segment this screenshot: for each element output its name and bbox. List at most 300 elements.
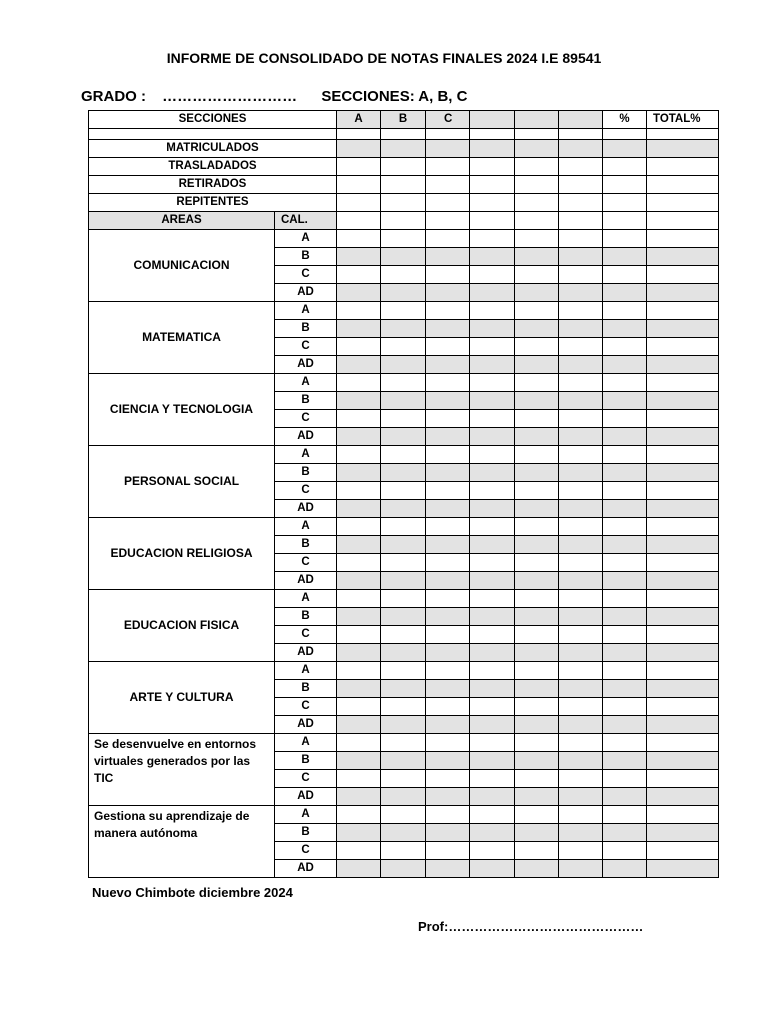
- header-empty: [470, 111, 515, 129]
- value-cell: [515, 680, 559, 698]
- value-cell: [515, 464, 559, 482]
- value-cell: [647, 392, 719, 410]
- grade-label: AD: [275, 572, 337, 590]
- value-cell: [647, 158, 719, 176]
- value-cell: [381, 428, 426, 446]
- value-cell: [337, 176, 381, 194]
- value-cell: [603, 302, 647, 320]
- value-cell: [426, 698, 470, 716]
- value-cell: [515, 482, 559, 500]
- value-cell: [603, 482, 647, 500]
- value-cell: [381, 608, 426, 626]
- value-cell: [426, 572, 470, 590]
- value-cell: [381, 518, 426, 536]
- value-cell: [381, 680, 426, 698]
- value-cell: [559, 428, 603, 446]
- value-cell: [426, 590, 470, 608]
- value-cell: [337, 644, 381, 662]
- value-cell: [603, 734, 647, 752]
- value-cell: [603, 644, 647, 662]
- value-cell: [559, 176, 603, 194]
- grade-label: AD: [275, 356, 337, 374]
- area-grade-row: [89, 590, 719, 608]
- value-cell: [470, 824, 515, 842]
- value-cell: [381, 770, 426, 788]
- header-empty: [515, 111, 559, 129]
- value-cell: [647, 212, 719, 230]
- stats-label: RETIRADOS: [89, 176, 337, 194]
- value-cell: [470, 788, 515, 806]
- value-cell: [647, 320, 719, 338]
- value-cell: [470, 140, 515, 158]
- value-cell: [515, 428, 559, 446]
- value-cell: [515, 716, 559, 734]
- area-grade-row: [89, 518, 719, 536]
- grade-label: C: [275, 842, 337, 860]
- value-cell: [559, 140, 603, 158]
- cal-header: CAL.: [275, 212, 337, 230]
- value-cell: [559, 554, 603, 572]
- stats-label: TRASLADADOS: [89, 158, 337, 176]
- value-cell: [470, 374, 515, 392]
- value-cell: [647, 284, 719, 302]
- value-cell: [603, 338, 647, 356]
- stats-row: [89, 140, 719, 158]
- value-cell: [559, 248, 603, 266]
- value-cell: [337, 734, 381, 752]
- value-cell: [559, 842, 603, 860]
- value-cell: [603, 284, 647, 302]
- value-cell: [470, 428, 515, 446]
- value-cell: [381, 500, 426, 518]
- value-cell: [603, 806, 647, 824]
- grade-label: C: [275, 410, 337, 428]
- value-cell: [559, 320, 603, 338]
- value-cell: [559, 410, 603, 428]
- value-cell: [337, 464, 381, 482]
- value-cell: [603, 428, 647, 446]
- value-cell: [515, 824, 559, 842]
- value-cell: [470, 266, 515, 284]
- value-cell: [470, 482, 515, 500]
- value-cell: [426, 446, 470, 464]
- value-cell: [470, 176, 515, 194]
- value-cell: [647, 608, 719, 626]
- stats-row: [89, 158, 719, 176]
- value-cell: [603, 824, 647, 842]
- value-cell: [381, 590, 426, 608]
- value-cell: [470, 212, 515, 230]
- value-cell: [470, 338, 515, 356]
- value-cell: [647, 176, 719, 194]
- value-cell: [381, 302, 426, 320]
- value-cell: [470, 860, 515, 878]
- value-cell: [337, 590, 381, 608]
- value-cell: [515, 284, 559, 302]
- value-cell: [381, 230, 426, 248]
- value-cell: [381, 716, 426, 734]
- value-cell: [603, 464, 647, 482]
- value-cell: [559, 482, 603, 500]
- value-cell: [337, 842, 381, 860]
- value-cell: [647, 806, 719, 824]
- value-cell: [470, 500, 515, 518]
- value-cell: [426, 266, 470, 284]
- value-cell: [647, 428, 719, 446]
- value-cell: [470, 194, 515, 212]
- value-cell: [647, 374, 719, 392]
- value-cell: [559, 374, 603, 392]
- header-secciones: SECCIONES: [89, 111, 337, 129]
- grade-label: C: [275, 698, 337, 716]
- spacer-row: [89, 129, 719, 140]
- value-cell: [647, 410, 719, 428]
- stats-label: REPITENTES: [89, 194, 337, 212]
- value-cell: [337, 788, 381, 806]
- value-cell: [470, 518, 515, 536]
- value-cell: [381, 662, 426, 680]
- value-cell: [515, 572, 559, 590]
- value-cell: [603, 698, 647, 716]
- value-cell: [603, 446, 647, 464]
- value-cell: [426, 644, 470, 662]
- value-cell: [337, 446, 381, 464]
- value-cell: [426, 824, 470, 842]
- value-cell: [515, 446, 559, 464]
- value-cell: [559, 158, 603, 176]
- header-percent: %: [603, 111, 647, 129]
- value-cell: [647, 680, 719, 698]
- value-cell: [647, 734, 719, 752]
- value-cell: [603, 842, 647, 860]
- value-cell: [515, 500, 559, 518]
- value-cell: [559, 770, 603, 788]
- area-grade-row: [89, 806, 719, 824]
- value-cell: [337, 266, 381, 284]
- value-cell: [337, 140, 381, 158]
- value-cell: [559, 464, 603, 482]
- value-cell: [381, 788, 426, 806]
- grade-label: C: [275, 266, 337, 284]
- grade-label: B: [275, 680, 337, 698]
- value-cell: [470, 320, 515, 338]
- areas-header: AREAS: [89, 212, 275, 230]
- value-cell: [603, 500, 647, 518]
- value-cell: [426, 140, 470, 158]
- value-cell: [337, 608, 381, 626]
- value-cell: [470, 302, 515, 320]
- value-cell: [603, 392, 647, 410]
- header-empty: [559, 111, 603, 129]
- value-cell: [470, 572, 515, 590]
- value-cell: [426, 752, 470, 770]
- value-cell: [559, 518, 603, 536]
- value-cell: [647, 536, 719, 554]
- value-cell: [647, 464, 719, 482]
- value-cell: [515, 356, 559, 374]
- value-cell: [515, 662, 559, 680]
- value-cell: [381, 374, 426, 392]
- value-cell: [337, 158, 381, 176]
- value-cell: [426, 536, 470, 554]
- value-cell: [559, 446, 603, 464]
- grado-value: ………………………: [162, 88, 298, 105]
- grade-label: B: [275, 824, 337, 842]
- value-cell: [337, 500, 381, 518]
- value-cell: [603, 194, 647, 212]
- grade-label: A: [275, 518, 337, 536]
- value-cell: [559, 608, 603, 626]
- value-cell: [426, 716, 470, 734]
- value-cell: [515, 230, 559, 248]
- value-cell: [647, 446, 719, 464]
- value-cell: [470, 626, 515, 644]
- value-cell: [381, 842, 426, 860]
- value-cell: [337, 338, 381, 356]
- value-cell: [381, 752, 426, 770]
- value-cell: [381, 698, 426, 716]
- area-name: MATEMATICA: [89, 302, 275, 374]
- area-name: ARTE Y CULTURA: [89, 662, 275, 734]
- value-cell: [559, 698, 603, 716]
- value-cell: [337, 392, 381, 410]
- value-cell: [381, 194, 426, 212]
- value-cell: [515, 554, 559, 572]
- value-cell: [647, 716, 719, 734]
- value-cell: [515, 626, 559, 644]
- value-cell: [515, 410, 559, 428]
- value-cell: [426, 320, 470, 338]
- value-cell: [426, 212, 470, 230]
- grade-label: A: [275, 734, 337, 752]
- area-name: EDUCACION RELIGIOSA: [89, 518, 275, 590]
- value-cell: [647, 140, 719, 158]
- value-cell: [559, 680, 603, 698]
- value-cell: [559, 716, 603, 734]
- value-cell: [559, 194, 603, 212]
- value-cell: [603, 626, 647, 644]
- value-cell: [470, 752, 515, 770]
- grade-label: A: [275, 806, 337, 824]
- value-cell: [426, 788, 470, 806]
- value-cell: [559, 212, 603, 230]
- footer-prof-signature: Prof:………………………………………: [418, 919, 644, 934]
- value-cell: [559, 590, 603, 608]
- value-cell: [647, 590, 719, 608]
- value-cell: [381, 734, 426, 752]
- value-cell: [603, 212, 647, 230]
- value-cell: [381, 158, 426, 176]
- value-cell: [470, 392, 515, 410]
- grade-label: AD: [275, 644, 337, 662]
- grade-label: AD: [275, 500, 337, 518]
- value-cell: [515, 752, 559, 770]
- grade-label: A: [275, 302, 337, 320]
- area-name: COMUNICACION: [89, 230, 275, 302]
- value-cell: [381, 410, 426, 428]
- value-cell: [426, 284, 470, 302]
- value-cell: [515, 860, 559, 878]
- value-cell: [603, 374, 647, 392]
- value-cell: [337, 536, 381, 554]
- value-cell: [426, 392, 470, 410]
- value-cell: [647, 788, 719, 806]
- grade-label: C: [275, 338, 337, 356]
- area-name: Gestiona su aprendizaje de manera autónoma: [89, 806, 275, 878]
- value-cell: [603, 176, 647, 194]
- value-cell: [426, 302, 470, 320]
- document-title: INFORME DE CONSOLIDADO DE NOTAS FINALES 2024 I.E 89541: [166, 50, 602, 66]
- value-cell: [647, 500, 719, 518]
- value-cell: [515, 518, 559, 536]
- value-cell: [515, 698, 559, 716]
- value-cell: [337, 482, 381, 500]
- value-cell: [426, 374, 470, 392]
- value-cell: [559, 392, 603, 410]
- value-cell: [559, 302, 603, 320]
- value-cell: [381, 140, 426, 158]
- grade-label: B: [275, 464, 337, 482]
- value-cell: [515, 644, 559, 662]
- grade-label: AD: [275, 284, 337, 302]
- value-cell: [603, 518, 647, 536]
- grade-label: B: [275, 392, 337, 410]
- value-cell: [337, 626, 381, 644]
- grades-table: [88, 110, 719, 878]
- value-cell: [515, 608, 559, 626]
- value-cell: [337, 284, 381, 302]
- grade-label: B: [275, 752, 337, 770]
- area-name: Se desenvuelve en entornos virtuales generados por las TIC: [89, 734, 275, 806]
- value-cell: [647, 482, 719, 500]
- value-cell: [603, 140, 647, 158]
- value-cell: [647, 194, 719, 212]
- value-cell: [603, 266, 647, 284]
- value-cell: [603, 788, 647, 806]
- value-cell: [381, 644, 426, 662]
- value-cell: [470, 698, 515, 716]
- value-cell: [603, 680, 647, 698]
- value-cell: [470, 158, 515, 176]
- value-cell: [470, 608, 515, 626]
- value-cell: [337, 806, 381, 824]
- grade-label: A: [275, 590, 337, 608]
- value-cell: [515, 374, 559, 392]
- value-cell: [559, 572, 603, 590]
- value-cell: [381, 248, 426, 266]
- value-cell: [337, 356, 381, 374]
- grade-label: AD: [275, 716, 337, 734]
- value-cell: [515, 536, 559, 554]
- value-cell: [647, 698, 719, 716]
- value-cell: [470, 590, 515, 608]
- value-cell: [337, 194, 381, 212]
- value-cell: [603, 410, 647, 428]
- value-cell: [603, 608, 647, 626]
- value-cell: [337, 554, 381, 572]
- value-cell: [603, 356, 647, 374]
- grade-label: AD: [275, 428, 337, 446]
- value-cell: [603, 248, 647, 266]
- value-cell: [381, 176, 426, 194]
- value-cell: [515, 248, 559, 266]
- header-col-b: B: [381, 111, 426, 129]
- area-grade-row: [89, 662, 719, 680]
- value-cell: [559, 734, 603, 752]
- value-cell: [515, 320, 559, 338]
- value-cell: [515, 734, 559, 752]
- value-cell: [647, 230, 719, 248]
- value-cell: [470, 554, 515, 572]
- grade-label: B: [275, 608, 337, 626]
- value-cell: [559, 500, 603, 518]
- value-cell: [426, 734, 470, 752]
- value-cell: [337, 572, 381, 590]
- grade-label: A: [275, 662, 337, 680]
- value-cell: [470, 734, 515, 752]
- value-cell: [603, 770, 647, 788]
- value-cell: [647, 842, 719, 860]
- value-cell: [647, 338, 719, 356]
- value-cell: [470, 248, 515, 266]
- value-cell: [603, 662, 647, 680]
- area-grade-row: [89, 734, 719, 752]
- value-cell: [603, 554, 647, 572]
- value-cell: [559, 284, 603, 302]
- value-cell: [426, 428, 470, 446]
- value-cell: [470, 806, 515, 824]
- value-cell: [381, 824, 426, 842]
- value-cell: [515, 212, 559, 230]
- value-cell: [426, 464, 470, 482]
- value-cell: [470, 680, 515, 698]
- value-cell: [337, 410, 381, 428]
- value-cell: [337, 320, 381, 338]
- footer-place-date: Nuevo Chimbote diciembre 2024: [92, 885, 293, 900]
- value-cell: [647, 554, 719, 572]
- grade-label: AD: [275, 788, 337, 806]
- value-cell: [647, 572, 719, 590]
- value-cell: [470, 446, 515, 464]
- value-cell: [515, 842, 559, 860]
- value-cell: [337, 518, 381, 536]
- value-cell: [381, 320, 426, 338]
- value-cell: [515, 194, 559, 212]
- value-cell: [337, 248, 381, 266]
- value-cell: [559, 806, 603, 824]
- value-cell: [337, 860, 381, 878]
- value-cell: [426, 248, 470, 266]
- value-cell: [337, 752, 381, 770]
- value-cell: [381, 536, 426, 554]
- value-cell: [559, 824, 603, 842]
- area-grade-row: [89, 446, 719, 464]
- value-cell: [337, 212, 381, 230]
- value-cell: [515, 140, 559, 158]
- value-cell: [647, 266, 719, 284]
- areas-header-row: [89, 212, 719, 230]
- value-cell: [515, 338, 559, 356]
- value-cell: [603, 590, 647, 608]
- value-cell: [381, 626, 426, 644]
- grade-label: C: [275, 482, 337, 500]
- value-cell: [647, 626, 719, 644]
- value-cell: [426, 806, 470, 824]
- value-cell: [603, 320, 647, 338]
- value-cell: [647, 770, 719, 788]
- value-cell: [515, 158, 559, 176]
- value-cell: [426, 554, 470, 572]
